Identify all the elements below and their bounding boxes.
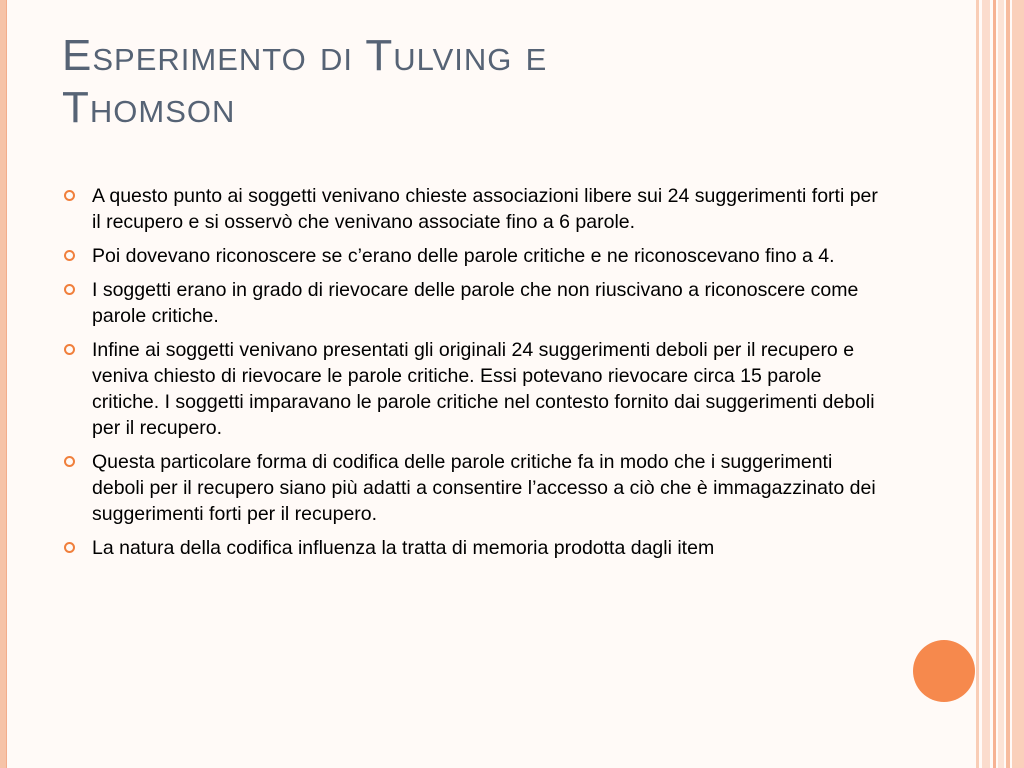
bullet-text: I soggetti erano in grado di rievocare delle parole che non riuscivano a riconoscere come parole critiche. [92,279,859,327]
bullet-text: Poi dovevano riconoscere se c’erano delle parole critiche e ne riconoscevano fino a 4. [92,245,835,267]
hollow-circle-bullet-icon [64,542,75,553]
slide-title [62,30,922,134]
bullet-text: Infine ai soggetti venivano presentati gli originali 24 suggerimenti deboli per il recupero e veniva chiesto di rievocare le parole critiche. Essi potevano rievocare circa 15 parole critiche. I soggetti imparavano le parole critiche nel contesto fornito dai suggerimenti deboli per il recupero. [92,339,875,439]
hollow-circle-bullet-icon [64,456,75,467]
stripe [976,0,979,768]
title-line-2: Thomson [62,83,236,132]
stripe [998,0,1004,768]
bullet-item [62,243,882,269]
bullet-item [62,337,882,441]
bullet-text: A questo punto ai soggetti venivano chieste associazioni libere sui 24 suggerimenti forti per il recupero e si osservò che venivano associate fino a 6 parole. [92,185,878,233]
stripe [1012,0,1024,768]
left-border-stripe [0,0,6,768]
stripe [993,0,996,768]
bullet-item [62,535,882,561]
bullet-item [62,277,882,329]
stripe [982,0,990,768]
orange-circle-icon [913,640,975,702]
bullet-item [62,449,882,527]
stripe [1006,0,1010,768]
title-line-1: Esperimento di Tulving e [62,31,548,80]
bullet-text: Questa particolare forma di codifica delle parole critiche fa in modo che i suggerimenti deboli per il recupero siano più adatti a consentire l’accesso a ciò che è immagazzinato dei suggerimenti forti per il recupero. [92,451,876,525]
hollow-circle-bullet-icon [64,250,75,261]
bullet-item [62,183,882,235]
hollow-circle-bullet-icon [64,284,75,295]
right-decorative-stripes [976,0,1024,768]
hollow-circle-bullet-icon [64,190,75,201]
bullet-text: La natura della codifica influenza la tratta di memoria prodotta dagli item [92,537,715,559]
bullet-list [62,183,882,569]
hollow-circle-bullet-icon [64,344,75,355]
